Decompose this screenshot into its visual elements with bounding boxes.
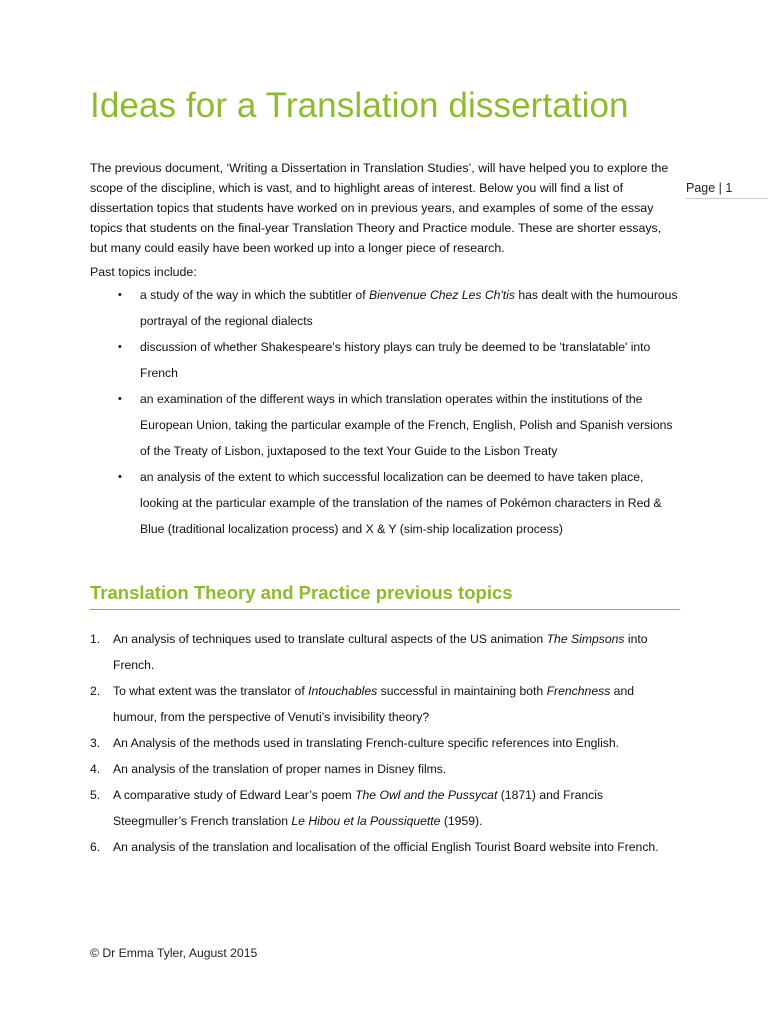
intro-paragraph: The previous document, ‘Writing a Dissertation in Translation Studies’, will have helped you to explore the scope of the discipline, which is vast, and to highlight areas of interest. Below you will find a list of dissertation topics that students have worked on in previous years, and examples of some of the essay topics that students on the final-year Translation Theory and Practice module. These are shorter essays, but many could easily have been worked up into a longer piece of research. [90,161,669,255]
bullet-icon: • [118,471,122,483]
list-item: 6. An analysis of the translation and localisation of the official English Tourist Board website into French. [90,834,680,860]
past-topics-list [90,282,680,542]
bullet-icon: • [118,341,122,353]
list-item: • an examination of the different ways in which translation operates within the institutions of the European Union, taking the particular example of the French, English, Polish and Spanish versions of the Treaty of Lisbon, juxtaposed to the text Your Guide to the Lisbon Treaty [90,386,680,464]
footer-copyright: © Dr Emma Tyler, August 2015 [90,946,258,960]
list-number: 2. [90,684,101,698]
document-title: Ideas for a Translation dissertation [90,86,629,125]
list-item: 5. A comparative study of Edward Lear’s poem The Owl and the Pussycat (1871) and Francis Steegmuller’s French translation Le Hibou et la Poussiquette (1959). [90,782,680,834]
list-number: 1. [90,632,101,646]
list-item: 1. An analysis of techniques used to translate cultural aspects of the US animation The Simpsons into French. [90,626,680,678]
page-number: Page | 1 [686,181,768,199]
list-item: 4. An analysis of the translation of proper names in Disney films. [90,756,680,782]
tp-topics-list [90,626,680,860]
list-item: 3. An Analysis of the methods used in translating French-culture specific references into English. [90,730,680,756]
list-number: 5. [90,788,101,802]
list-item: 2. To what extent was the translator of Intouchables successful in maintaining both Frenchness and humour, from the perspective of Venuti’s invisibility theory? [90,678,680,730]
list-number: 3. [90,736,101,750]
section-heading: Translation Theory and Practice previous topics [90,582,680,610]
past-topics-label: Past topics include: [90,265,197,279]
bullet-icon: • [118,289,122,301]
list-number: 4. [90,762,101,776]
list-item: • a study of the way in which the subtitler of Bienvenue Chez Les Ch'tis has dealt with the humourous portrayal of the regional dialects [90,282,680,334]
bullet-icon: • [118,393,122,405]
list-item: • discussion of whether Shakespeare's history plays can truly be deemed to be 'translatable' into French [90,334,680,386]
list-number: 6. [90,840,101,854]
list-item: • an analysis of the extent to which successful localization can be deemed to have taken place, looking at the particular example of the translation of the names of Pokémon characters in Red & Blue (traditional localization process) and X & Y (sim-ship localization process) [90,464,680,542]
